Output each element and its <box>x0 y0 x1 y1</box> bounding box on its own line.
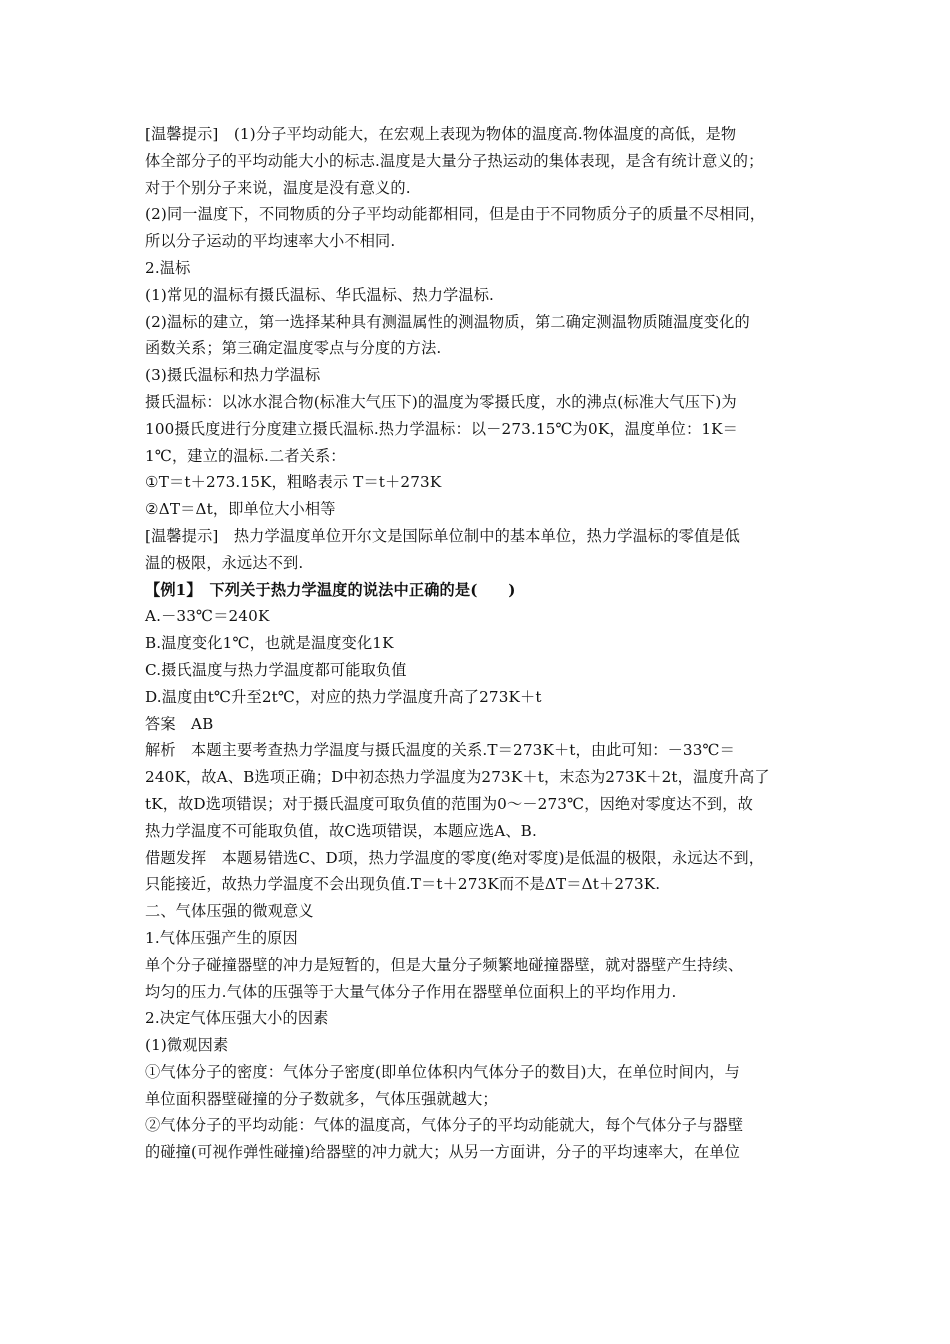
text-line-36: ①气体分子的密度：气体分子密度(即单位体积内气体分子的数目)大，在单位时间内，与 <box>145 1062 740 1081</box>
text-line-9: 函数关系；第三确定温度零点与分度的方法. <box>145 339 442 358</box>
text-line-7: (1)常见的温标有摄氏温标、华氏温标、热力学温标. <box>145 285 495 304</box>
option-b: B.温度变化1℃，也就是温度变化1K <box>145 634 394 653</box>
subheading-pressure-factors: 2.决定气体压强大小的因素 <box>145 1009 329 1028</box>
analysis-line-1: 解析 本题主要考查热力学温度与摄氏温度的关系.T＝273K＋t，由此可知：－33℃＝ <box>145 741 736 760</box>
option-a: A.－33℃＝240K <box>145 607 270 626</box>
section-heading-temperature-scale: 2.温标 <box>145 258 191 277</box>
subheading-pressure-cause: 1.气体压强产生的原因 <box>145 928 298 947</box>
analysis-line-3: tK，故D选项错误；对于摄氏温度可取负值的范围为0～－273℃，因绝对零度达不到，故 <box>145 794 753 813</box>
tip-line-2: 只能接近，故热力学温度不会出现负值.T＝t＋273K而不是ΔT＝Δt＋273K. <box>145 875 661 894</box>
text-line-33: 均匀的压力.气体的压强等于大量气体分子作用在器壁单位面积上的平均作用力. <box>145 982 677 1001</box>
formula-line-1: ①T＝t＋273.15K，粗略表示 T＝t＋273K <box>145 473 442 492</box>
text-line-13: 1℃，建立的温标.二者关系： <box>145 446 346 465</box>
text-line-11: 摄氏温标：以冰水混合物(标准大气压下)的温度为零摄氏度，水的沸点(标准大气压下)为 <box>145 392 737 411</box>
text-line-39: 的碰撞(可视作弹性碰撞)给器壁的冲力就大；从另一方面讲，分子的平均速率大，在单位 <box>145 1143 740 1162</box>
analysis-line-2: 240K，故A、B选项正确；D中初态热力学温度为273K＋t，末态为273K＋2t，温度升高了 <box>145 768 770 787</box>
text-line-4: (2)同一温度下，不同物质的分子平均动能都相同，但是由于不同物质分子的质量不尽相同， <box>145 205 766 224</box>
option-c: C.摄氏温度与热力学温度都可能取负值 <box>145 660 407 679</box>
text-line-12: 100摄氏度进行分度建立摄氏温标.热力学温标：以－273.15℃为0K，温度单位：1K＝ <box>145 419 739 438</box>
text-line-16: [温馨提示] 热力学温度单位开尔文是国际单位制中的基本单位，热力学温标的零值是低 <box>145 526 740 545</box>
text-line-1: [温馨提示] (1)分子平均动能大，在宏观上表现为物体的温度高.物体温度的高低，是物 <box>145 125 737 143</box>
document-body <box>145 121 810 1166</box>
subheading-micro-factors: (1)微观因素 <box>145 1036 229 1055</box>
text-line-17: 温的极限，永远达不到. <box>145 553 304 572</box>
analysis-line-4: 热力学温度不可能取负值，故C选项错误，本题应选A、B. <box>145 821 537 840</box>
text-line-5: 所以分子运动的平均速率大小不相同. <box>145 232 396 251</box>
tip-line-1: 借题发挥 本题易错选C、D项，热力学温度的零度(绝对零度)是低温的极限，永远达不到， <box>145 848 765 867</box>
option-d: D.温度由t℃升至2t℃，对应的热力学温度升高了273K＋t <box>145 687 542 706</box>
example-question: 【例1】 下列关于热力学温度的说法中正确的是( ) <box>145 580 516 599</box>
text-line-32: 单个分子碰撞器壁的冲力是短暂的，但是大量分子频繁地碰撞器壁，就对器壁产生持续、 <box>145 955 744 974</box>
text-line-38: ②气体分子的平均动能：气体的温度高，气体分子的平均动能就大，每个气体分子与器壁 <box>145 1116 744 1135</box>
text-line-3: 对于个别分子来说，温度是没有意义的. <box>145 178 411 197</box>
answer-line: 答案 AB <box>145 714 214 733</box>
text-line-2: 体全部分子的平均动能大小的标志.温度是大量分子热运动的集体表现，是含有统计意义的； <box>145 151 764 170</box>
section-heading-gas-pressure: 二、气体压强的微观意义 <box>145 902 314 921</box>
text-line-10: (3)摄氏温标和热力学温标 <box>145 366 321 385</box>
text-line-37: 单位面积器壁碰撞的分子数就多，气体压强就越大； <box>145 1089 498 1108</box>
text-line-8: (2)温标的建立，第一选择某种具有测温属性的测温物质，第二确定测温物质随温度变化的 <box>145 312 750 331</box>
formula-line-2: ②ΔT＝Δt，即单位大小相等 <box>145 500 336 519</box>
